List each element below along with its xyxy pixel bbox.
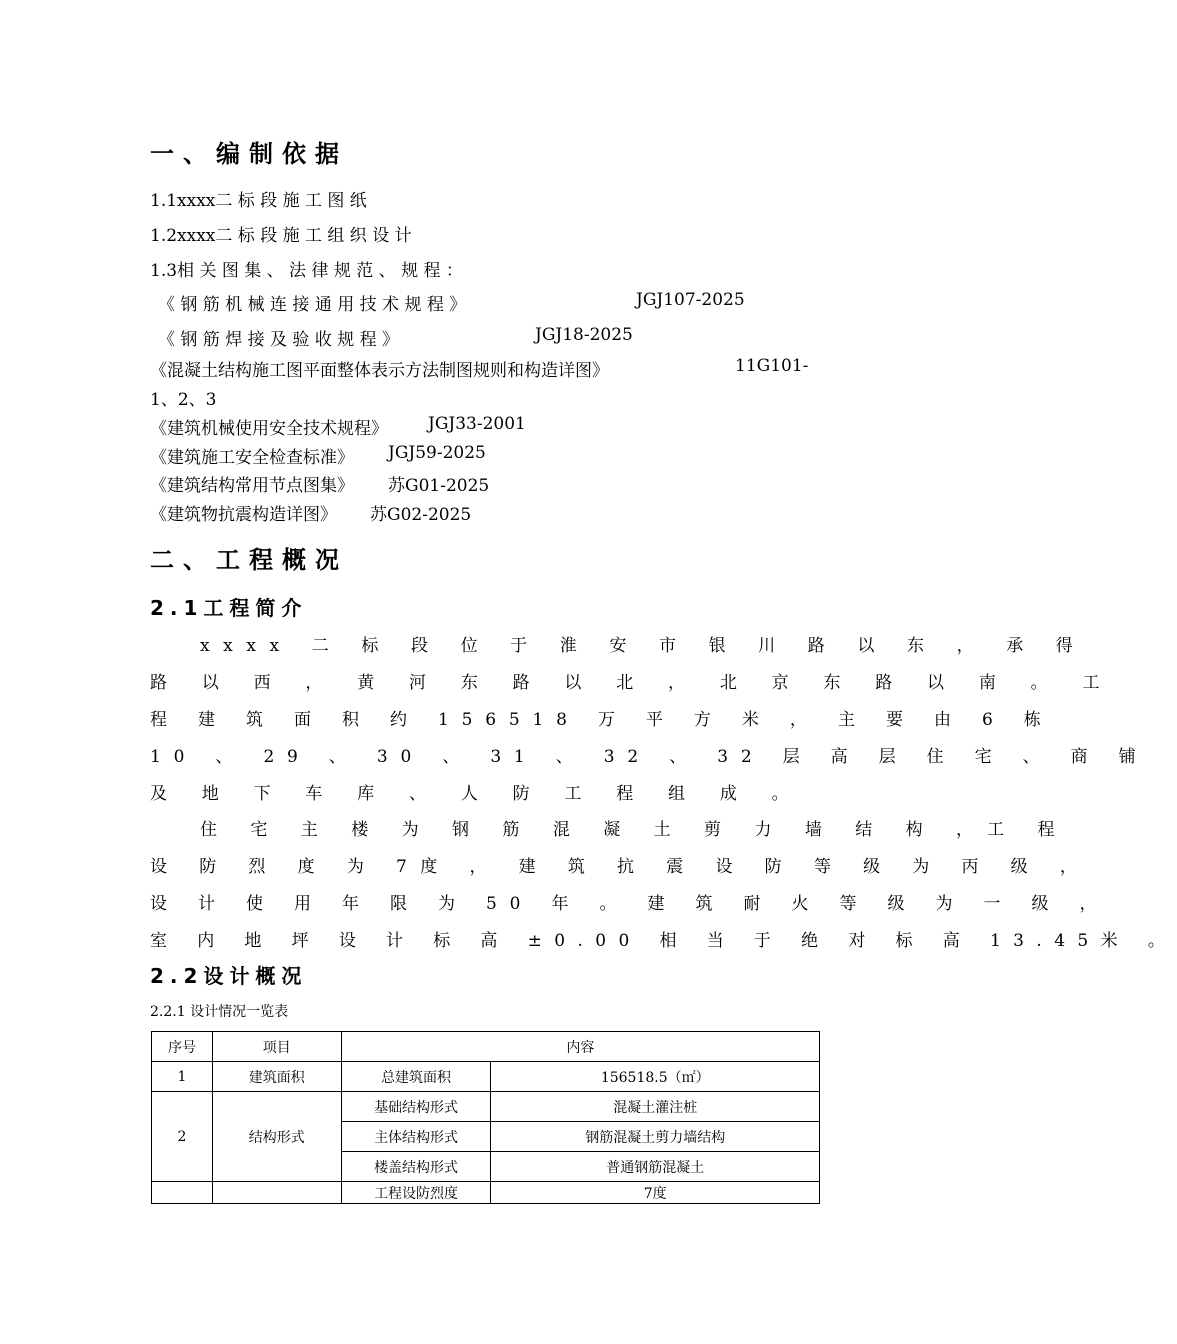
header-no: 序号	[152, 1032, 213, 1062]
basis-item: 1.1xxxx二 标 段 施 工 图 纸	[150, 191, 367, 211]
subsection-title-intro: 2.1工程简介	[150, 596, 308, 620]
table-row	[152, 1062, 820, 1092]
standard-code: JGJ59-2025	[388, 443, 486, 463]
intro-paragraph-line: 及 地 下 车 库 、 人 防 工 程 组 成 。	[150, 784, 804, 804]
cell-sub: 基础结构形式	[341, 1092, 491, 1122]
basis-item: 1.3相 关 图 集 、 法 律 规 范 、 规 程 ：	[150, 261, 463, 281]
cell-no: 1	[152, 1062, 213, 1092]
table-header-row	[152, 1032, 820, 1062]
cell-no	[152, 1182, 213, 1204]
subsection-title-design: 2.2设计概况	[150, 964, 308, 988]
basis-item: 1.2xxxx二 标 段 施 工 组 织 设 计	[150, 226, 412, 246]
table-caption: 2.2.1 设计情况一览表	[150, 1004, 289, 1020]
section-title-basis: 一、编制依据	[150, 140, 348, 168]
standard-code: 苏G01-2025	[388, 476, 490, 496]
intro-paragraph-line: xxxx 二 标 段 位 于 淮 安 市 银 川 路 以 东 ， 承 得	[200, 636, 1087, 656]
standard-name: 《建筑施工安全检查标准》	[150, 448, 354, 468]
standard-name: 《建筑物抗震构造详图》	[150, 505, 337, 525]
cell-item	[212, 1182, 341, 1204]
intro-paragraph-line: 10 、 29 、 30 、 31 、 32 、 32 层 高 层 住 宅 、 商 铺	[150, 747, 1149, 767]
table-row	[152, 1182, 820, 1204]
cell-value: 156518.5（㎡）	[491, 1062, 820, 1092]
standard-code: 11G101-	[735, 356, 809, 376]
cell-sub: 工程设防烈度	[341, 1182, 491, 1204]
standard-code: JGJ33-2001	[428, 414, 526, 434]
cell-item: 结构形式	[212, 1092, 341, 1182]
cell-sub: 楼盖结构形式	[341, 1152, 491, 1182]
design-summary-table	[151, 1031, 820, 1204]
standard-name: 《建筑机械使用安全技术规程》	[150, 419, 388, 439]
cell-sub: 总建筑面积	[341, 1062, 491, 1092]
standard-code: JGJ107-2025	[636, 290, 745, 310]
header-item: 项目	[212, 1032, 341, 1062]
standard-code-continued: 1、2、3	[150, 390, 217, 410]
cell-value: 普通钢筋混凝土	[491, 1152, 820, 1182]
cell-value: 钢筋混凝土剪力墙结构	[491, 1122, 820, 1152]
table-row	[152, 1092, 820, 1122]
structure-paragraph-line: 设 防 烈 度 为 7度 ， 建 筑 抗 震 设 防 等 级 为 丙 级 ，	[150, 857, 1091, 877]
standard-name: 《 钢 筋 机 械 连 接 通 用 技 术 规 程 》	[158, 295, 467, 315]
structure-paragraph-line: 设 计 使 用 年 限 为 50 年 。 建 筑 耐 火 等 级 为 一 级 ，	[150, 894, 1110, 914]
standard-name: 《 钢 筋 焊 接 及 验 收 规 程 》	[158, 330, 400, 350]
standard-name: 《建筑结构常用节点图集》	[150, 476, 354, 496]
section-title-overview: 二、工程概况	[150, 546, 348, 574]
cell-value: 混凝土灌注桩	[491, 1092, 820, 1122]
header-content: 内容	[341, 1032, 819, 1062]
standard-name: 《混凝土结构施工图平面整体表示方法制图规则和构造详图》	[150, 361, 609, 381]
structure-paragraph-line: 室 内 地 坪 设 计 标 高 ±0.00 相 当 于 绝 对 标 高 13.45米 。	[150, 931, 1177, 951]
cell-no: 2	[152, 1092, 213, 1182]
cell-sub: 主体结构形式	[341, 1122, 491, 1152]
intro-paragraph-line: 路 以 西 ， 黄 河 东 路 以 北 ， 北 京 东 路 以 南 。 工	[150, 673, 1115, 693]
intro-paragraph-line: 程 建 筑 面 积 约 156518 万 平 方 米 ， 主 要 由 6 栋	[150, 710, 1054, 730]
structure-paragraph-line: 住 宅 主 楼 为 钢 筋 混 凝 土 剪 力 墙 结 构 ，工 程	[200, 820, 1069, 840]
standard-code: 苏G02-2025	[370, 505, 472, 525]
standard-code: JGJ18-2025	[535, 325, 633, 345]
cell-item: 建筑面积	[212, 1062, 341, 1092]
cell-value: 7度	[491, 1182, 820, 1204]
